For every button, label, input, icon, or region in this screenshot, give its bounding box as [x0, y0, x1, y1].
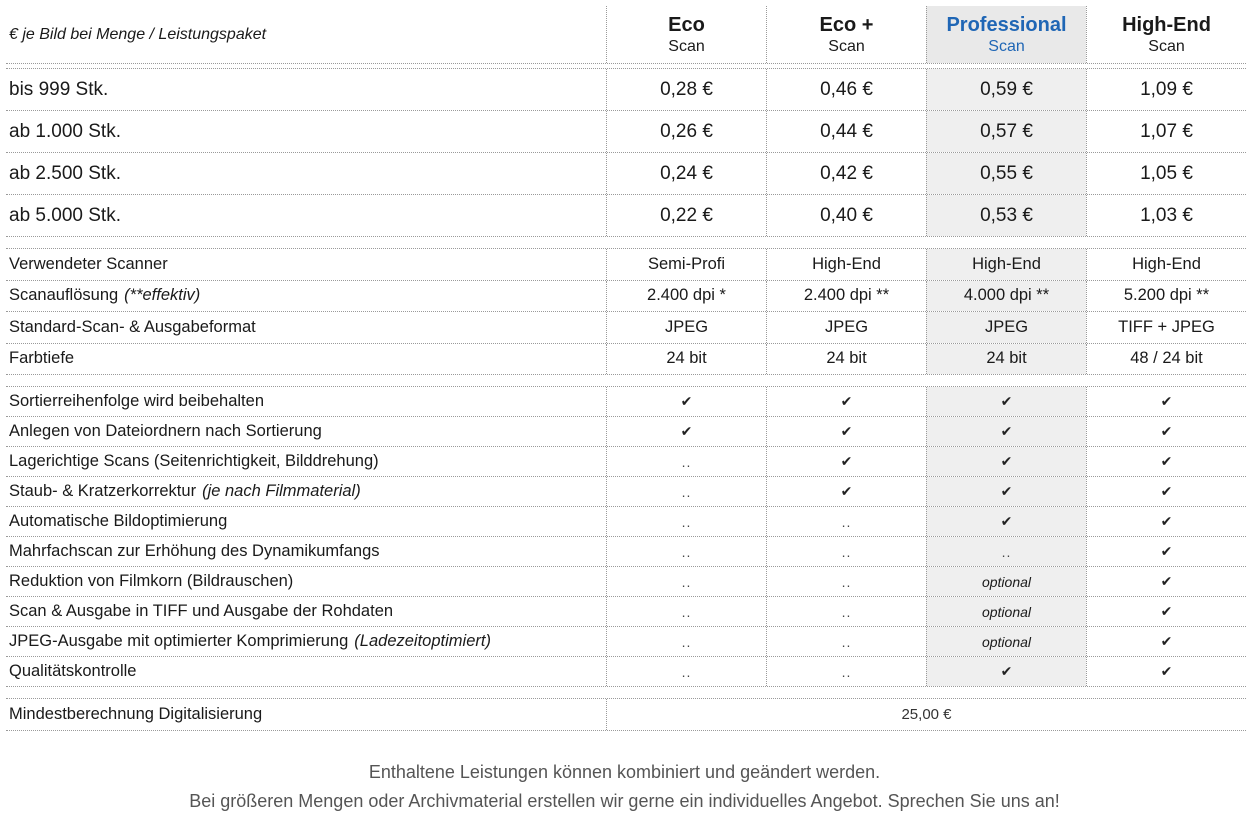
label-text: Anlegen von Dateiordnern nach Sortierung — [9, 422, 322, 440]
not-included-marker: .. — [766, 627, 926, 656]
feature-row — [6, 387, 1246, 417]
feature-row — [6, 597, 1246, 627]
not-included-marker: .. — [766, 507, 926, 536]
check-icon: ✔ — [1086, 567, 1246, 596]
value-cell: 4.000 dpi ** — [926, 281, 1086, 312]
column-sub: Scan — [988, 37, 1025, 55]
feature-row-label — [6, 477, 606, 506]
label-text: Standard-Scan- & Ausgabeformat — [9, 317, 256, 336]
footer-note — [0, 758, 1249, 816]
label-text: Reduktion von Filmkorn (Bildrauschen) — [9, 572, 294, 590]
price-row-label — [6, 195, 606, 236]
value-cell: 0,28 € — [606, 69, 766, 110]
spec-row — [6, 249, 1246, 281]
value-cell: JPEG — [926, 312, 1086, 343]
spec-section — [6, 249, 1246, 375]
column-header-high-end — [1086, 6, 1246, 63]
spec-row-label — [6, 344, 606, 375]
spec-row-label — [6, 249, 606, 280]
label-text: Lagerichtige Scans (Seitenrichtigkeit, Bilddrehung) — [9, 452, 379, 470]
feature-row-label — [6, 447, 606, 476]
price-row-label — [6, 153, 606, 194]
feature-row — [6, 537, 1246, 567]
not-included-marker: .. — [606, 537, 766, 566]
not-included-marker: .. — [766, 597, 926, 626]
spec-row — [6, 281, 1246, 313]
price-row — [6, 153, 1246, 195]
feature-row — [6, 627, 1246, 657]
section-gap — [6, 687, 1246, 699]
column-name: Eco — [668, 13, 705, 36]
column-name: High-End — [1122, 13, 1211, 36]
spec-row — [6, 312, 1246, 344]
value-cell: 0,22 € — [606, 195, 766, 236]
feature-section — [6, 387, 1246, 687]
price-section — [6, 69, 1246, 237]
not-included-marker: .. — [606, 477, 766, 506]
value-cell: 0,26 € — [606, 111, 766, 152]
not-included-marker: .. — [926, 537, 1086, 566]
footer-line-1: Enthaltene Leistungen können kombiniert und geändert werden. — [368, 762, 881, 782]
check-icon: ✔ — [1086, 507, 1246, 536]
value-cell: 5.200 dpi ** — [1086, 281, 1246, 312]
feature-row — [6, 657, 1246, 687]
check-icon: ✔ — [926, 417, 1086, 446]
column-header-professional — [926, 6, 1086, 63]
value-cell: JPEG — [606, 312, 766, 343]
value-cell: 0,40 € — [766, 195, 926, 236]
column-header-eco — [606, 6, 766, 63]
label-note: (je nach Filmmaterial) — [202, 482, 361, 500]
label-text: Verwendeter Scanner — [9, 254, 168, 273]
price-row-label — [6, 69, 606, 110]
table-header — [6, 6, 1246, 64]
check-icon: ✔ — [766, 447, 926, 476]
value-cell: 2.400 dpi * — [606, 281, 766, 312]
check-icon: ✔ — [1086, 477, 1246, 506]
check-icon: ✔ — [926, 447, 1086, 476]
value-cell: 0,42 € — [766, 153, 926, 194]
column-header-eco-plus — [766, 6, 926, 63]
feature-row-label — [6, 567, 606, 596]
not-included-marker: .. — [606, 447, 766, 476]
value-cell: High-End — [766, 249, 926, 280]
feature-row-label — [6, 597, 606, 626]
label-text: Mahrfachscan zur Erhöhung des Dynamikumfangs — [9, 542, 380, 560]
value-cell: 0,53 € — [926, 195, 1086, 236]
value-cell: 24 bit — [766, 344, 926, 375]
price-row — [6, 111, 1246, 153]
check-icon: ✔ — [1086, 417, 1246, 446]
section-gap — [6, 375, 1246, 387]
value-cell: 2.400 dpi ** — [766, 281, 926, 312]
not-included-marker: .. — [766, 567, 926, 596]
check-icon: ✔ — [766, 387, 926, 416]
not-included-marker: .. — [606, 567, 766, 596]
value-cell: 24 bit — [926, 344, 1086, 375]
check-icon: ✔ — [606, 387, 766, 416]
label-text: ab 5.000 Stk. — [9, 204, 121, 226]
feature-row — [6, 507, 1246, 537]
not-included-marker: .. — [606, 657, 766, 686]
spec-row-label — [6, 281, 606, 312]
value-cell: 1,09 € — [1086, 69, 1246, 110]
check-icon: ✔ — [606, 417, 766, 446]
check-icon: ✔ — [926, 477, 1086, 506]
value-cell: High-End — [926, 249, 1086, 280]
price-row — [6, 195, 1246, 237]
spec-row — [6, 344, 1246, 376]
column-sub: Scan — [1148, 37, 1185, 55]
label-text: bis 999 Stk. — [9, 78, 109, 100]
label-text: Staub- & Kratzerkorrektur — [9, 482, 197, 500]
value-cell: JPEG — [766, 312, 926, 343]
feature-row — [6, 567, 1246, 597]
feature-row — [6, 447, 1246, 477]
label-text: Qualitätskontrolle — [9, 662, 137, 680]
feature-row-label — [6, 417, 606, 446]
label-note: (**effektiv) — [124, 286, 201, 305]
value-cell: High-End — [1086, 249, 1246, 280]
check-icon: ✔ — [766, 417, 926, 446]
value-cell: Semi-Profi — [606, 249, 766, 280]
value-cell: 0,46 € — [766, 69, 926, 110]
feature-row — [6, 417, 1246, 447]
feature-row-label — [6, 387, 606, 416]
not-included-marker: .. — [766, 657, 926, 686]
section-gap — [6, 237, 1246, 249]
optional-marker: optional — [926, 567, 1086, 596]
pricing-table — [6, 6, 1246, 731]
optional-marker: optional — [926, 627, 1086, 656]
check-icon: ✔ — [926, 507, 1086, 536]
minimum-row — [6, 699, 1246, 731]
label-note: (Ladezeitoptimiert) — [354, 632, 491, 650]
not-included-marker: .. — [606, 627, 766, 656]
value-cell: 1,07 € — [1086, 111, 1246, 152]
spec-row-label — [6, 312, 606, 343]
not-included-marker: .. — [606, 507, 766, 536]
label-text: Automatische Bildoptimierung — [9, 512, 228, 530]
minimum-value: 25,00 € — [606, 699, 1246, 730]
value-cell: 1,05 € — [1086, 153, 1246, 194]
check-icon: ✔ — [1086, 657, 1246, 686]
label-text: ab 1.000 Stk. — [9, 120, 121, 142]
minimum-label: Mindestberechnung Digitalisierung — [9, 705, 263, 723]
value-cell: 0,59 € — [926, 69, 1086, 110]
feature-row-label — [6, 507, 606, 536]
label-text: Farbtiefe — [9, 349, 75, 368]
value-cell: 24 bit — [606, 344, 766, 375]
value-cell: 0,55 € — [926, 153, 1086, 194]
price-row — [6, 69, 1246, 111]
value-cell: 0,44 € — [766, 111, 926, 152]
not-included-marker: .. — [766, 537, 926, 566]
check-icon: ✔ — [1086, 597, 1246, 626]
price-row-label — [6, 111, 606, 152]
feature-row-label — [6, 537, 606, 566]
feature-row-label — [6, 627, 606, 656]
feature-row-label — [6, 657, 606, 686]
column-sub: Scan — [668, 37, 705, 55]
label-text: Sortierreihenfolge wird beibehalten — [9, 392, 264, 410]
feature-row — [6, 477, 1246, 507]
column-name: Eco + — [819, 13, 874, 36]
check-icon: ✔ — [926, 657, 1086, 686]
value-cell: 1,03 € — [1086, 195, 1246, 236]
label-text: Scan & Ausgabe in TIFF und Ausgabe der Rohdaten — [9, 602, 394, 620]
header-label: € je Bild bei Menge / Leistungspaket — [9, 25, 267, 43]
check-icon: ✔ — [1086, 447, 1246, 476]
column-name: Professional — [946, 13, 1067, 36]
label-text: JPEG-Ausgabe mit optimierter Komprimierung — [9, 632, 349, 650]
footer-line-2: Bei größeren Mengen oder Archivmaterial erstellen wir gerne ein individuelles Angebot. Sprechen Sie uns an! — [189, 791, 1060, 811]
label-text: ab 2.500 Stk. — [9, 162, 121, 184]
check-icon: ✔ — [1086, 537, 1246, 566]
value-cell: 0,24 € — [606, 153, 766, 194]
label-text: Scanauflösung — [9, 286, 119, 305]
check-icon: ✔ — [926, 387, 1086, 416]
value-cell: 0,57 € — [926, 111, 1086, 152]
check-icon: ✔ — [1086, 387, 1246, 416]
optional-marker: optional — [926, 597, 1086, 626]
check-icon: ✔ — [1086, 627, 1246, 656]
column-sub: Scan — [828, 37, 865, 55]
check-icon: ✔ — [766, 477, 926, 506]
value-cell: 48 / 24 bit — [1086, 344, 1246, 375]
not-included-marker: .. — [606, 597, 766, 626]
value-cell: TIFF + JPEG — [1086, 312, 1246, 343]
